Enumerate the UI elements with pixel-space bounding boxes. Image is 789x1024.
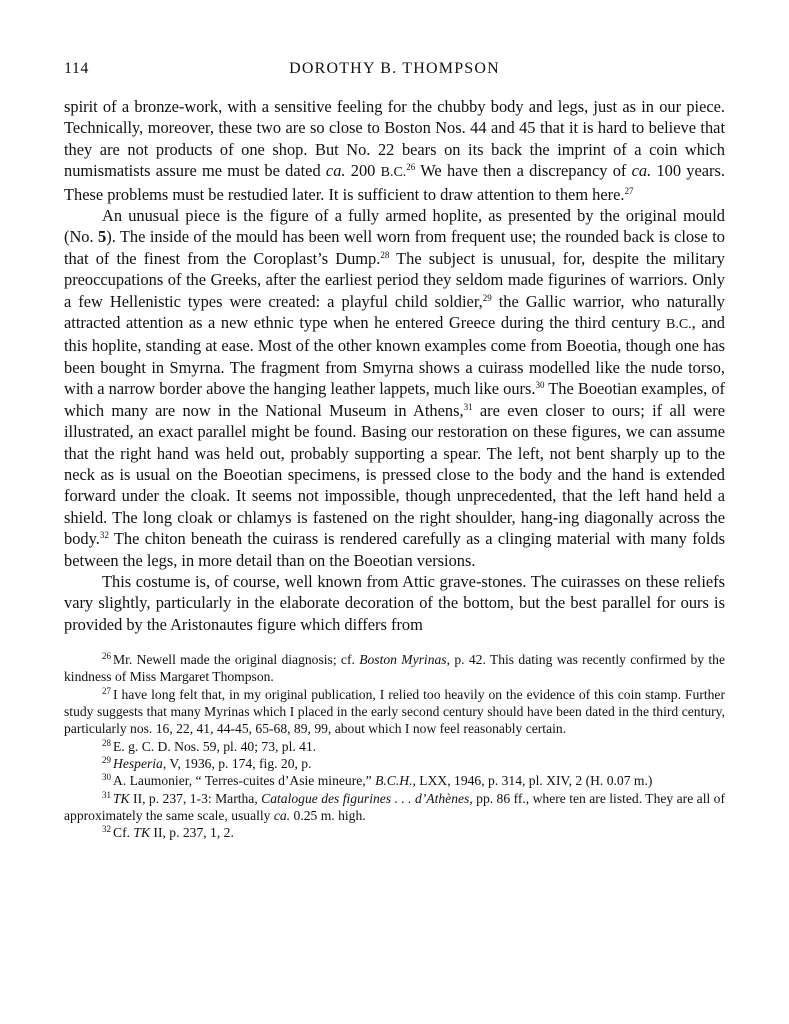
paragraph-3 [64,571,725,635]
text-run: The chiton beneath the cuirass is rendered carefully as a clinging material with many folds between the legs, in more detail than on the Boeotian versions. [64,529,725,570]
footnote-number: 27 [102,685,111,696]
small-caps-run: B.C. [665,317,692,333]
footnote-ref-28: 28 [380,249,390,260]
text-run: This costume is, of course, well known from Attic grave-stones. The cuirasses on these reliefs vary slightly, particularly in the elaborate decoration of the bottom, but the best parallel for ours is provided by the Aristonautes figure which differs from [64,571,725,634]
bold-run: 5 [98,227,107,247]
footnote-number: 30 [102,772,111,783]
text-run: are even closer to ours; if all were illustrated, an exact parallel might be found. Basing our restoration on these figures, we can assume that the right hand was held out, probably supporting a spear. The left, not bent sharply up to the neck as is usual on the Boeotian specimens, is pressed close to the body and the hand is extended forward under the cloak. It seems not impossible, though unprecedented, that the left hand held a shield. The long cloak or chlamys is fastened on the right shoulder, hang-ing diagonally across the body. [64,400,725,549]
italic-run: Catalogue des figurines . . . d’Athènes [261,790,470,806]
footnote-29 [64,755,725,772]
text-run: II, p. 237, 1, 2. [150,825,234,841]
italic-run: TK [133,825,151,841]
footnote-number: 29 [102,754,111,765]
text-run: , LXX, 1946, p. 314, pl. XIV, 2 (H. 0.07 m.) [412,773,653,789]
footnote-ref-30: 30 [535,380,545,391]
italic-run: B.C.H. [375,773,413,789]
text-run: II, p. 237, 1-3: Martha, [129,790,262,806]
text-run: Cf. [113,825,134,841]
page-header [64,60,725,86]
text-run: , p. 42. This dating was recently confirmed by the kindness of Miss Margaret Thompson. [64,652,725,685]
footnote-ref-31: 31 [463,401,473,412]
footnote-28 [64,738,725,755]
page [64,60,725,841]
footnote-number: 31 [102,789,111,800]
text-run: The Boeotian examples, of which many are now in the National Museum in Athens, [64,379,725,420]
footnote-32 [64,824,725,841]
page-number: 114 [64,60,89,77]
text-run: A. Laumonier, “ Terres-cuites d’Asie mineure,” [113,773,376,789]
text-run: 0.25 m. high. [290,807,366,823]
footnote-ref-26: 26 [406,162,416,173]
text-run: , pp. 86 ff., where ten are listed. They are all of approximately the same scale, usually [64,790,725,823]
text-run: ). The inside of the mould has been well worn from frequent use; the rounded back is close to that of the finest from the Coroplast’s Dump. [64,227,726,268]
footnote-number: 26 [102,651,111,662]
paragraph-1 [64,96,725,205]
text-run: the Gallic warrior, who naturally attracted attention as a new ethnic type when he entered Greece during the third century [64,291,725,333]
footnote-ref-29: 29 [482,292,492,303]
text-run: I have long felt that, in my original publication, I relied too heavily on the evidence of this coin stamp. Further study suggests that many Myrinas which I placed in the early second century should have been dated in the third century, particularly nos. 16, 22, 41, 44-45, 65-68, 89, 99, about which I now feel reasonably certain. [64,686,725,737]
italic-run: Boston Myrinas [359,652,447,668]
text-run: E. g. C. D. Nos. 59, pl. 40; 73, pl. 41. [113,738,317,754]
small-caps-run: B.C. [380,165,407,181]
italic-run: ca. [273,807,291,823]
running-head: DOROTHY B. THOMPSON [289,60,500,77]
italic-run: ca. [631,161,652,181]
footnotes [64,651,725,841]
footnote-26 [64,651,725,686]
text-run: We have then a discrepancy of [415,161,632,181]
text-run: The subject is unusual, for, despite the military preoccupations of the Greeks, after the earliest period they seldom made figurines of warriors. Only a few Hellenistic types were created: a playful child soldier, [64,248,725,311]
body-text [64,96,725,635]
footnote-ref-27: 27 [624,185,634,196]
text-run: , and this hoplite, standing at ease. Most of the other known examples come from Boeotia, though one has been bought in Smyrna. The fragment from Smyrna shows a cuirass modelled like the nude torso, with a narrow border above the hanging leather lappets, much like ours. [64,313,725,399]
paragraph-2 [64,205,725,571]
footnote-ref-32: 32 [99,530,109,541]
footnote-27 [64,686,725,738]
text-run: 100 years. These problems must be restudied later. It is sufficient to draw attention to them here. [64,161,725,204]
italic-run: TK [113,790,130,806]
footnote-number: 32 [102,824,111,835]
text-run: spirit of a bronze-work, with a sensitive feeling for the chubby body and legs, just as in our piece. Technically, moreover, these two are so close to Boston Nos. 44 and 45 that it is hard to believe that they are not products of one shop. But No. 22 bears on its back the imprint of a coin which numismatists assure me must be dated [64,97,725,181]
text-run: 200 [345,161,381,181]
text-run: An unusual piece is the figure of a fully armed hoplite, as presented by the original mould (No. [64,206,725,247]
italic-run: Hesperia [113,755,163,771]
footnote-number: 28 [102,737,111,748]
footnote-30 [64,772,725,789]
footnote-31 [64,790,725,825]
text-run: , V, 1936, p. 174, fig. 20, p. [162,755,312,771]
italic-run: ca. [325,161,346,181]
text-run: Mr. Newell made the original diagnosis; cf. [113,652,360,668]
